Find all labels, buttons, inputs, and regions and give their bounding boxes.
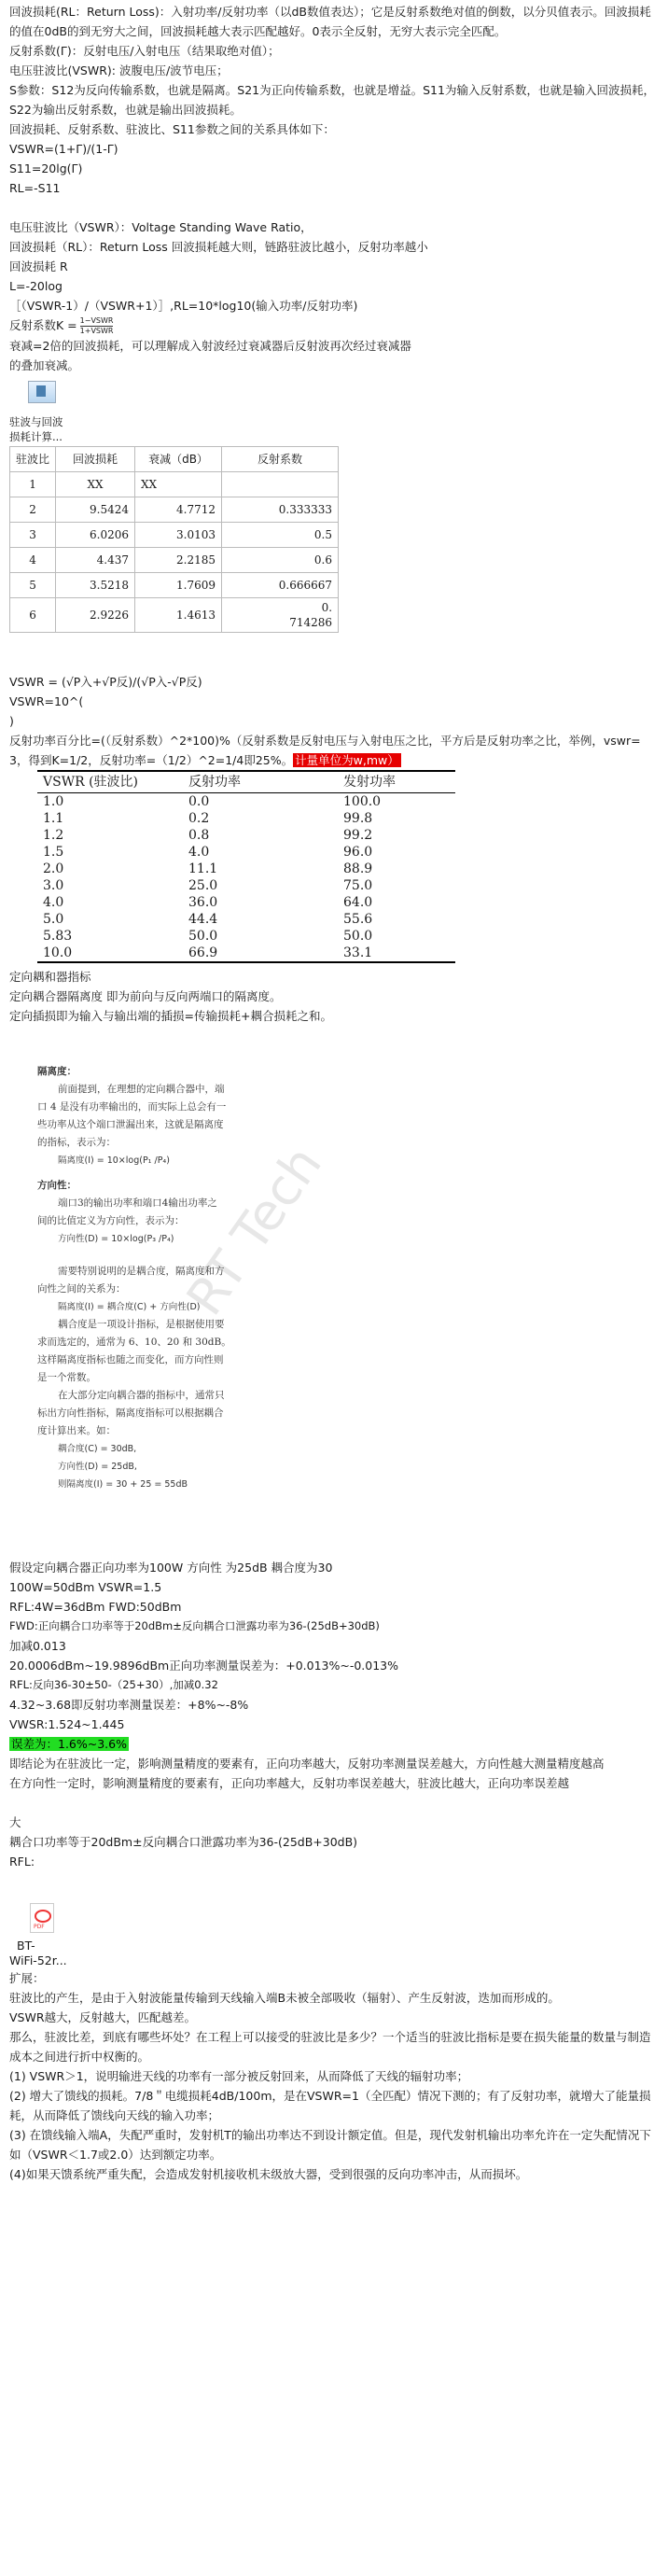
return-loss-log: L=-20log — [9, 279, 63, 293]
table-header: 反射功率 — [188, 775, 241, 790]
table-row: 1 XX XX — [10, 472, 339, 497]
coupler-heading: 定向耦和器指标 — [9, 970, 91, 984]
table-row: 3 6.0206 3.0103 0.5 — [10, 523, 339, 548]
table-header: 衰减（dB） — [135, 447, 222, 472]
highlight-error: 误差为：1.6%~3.6% — [11, 1737, 127, 1751]
table-row: 4 4.437 2.2185 0.6 — [10, 548, 339, 573]
coupler-example: 假设定向耦合器正向功率为100W 方向性 为25dB 耦合度为30 — [9, 1561, 333, 1575]
coupler-example-error — [9, 1734, 659, 1754]
table-row: 6 2.9226 1.4613 0. 714286 — [10, 598, 339, 633]
coupler-example-fwd: FWD:正向耦合口功率等于20dBm±反向耦合口泄露功率为36-(25dB+30dB) — [9, 1619, 380, 1632]
harm-1: (1) VSWR＞1，说明输进天线的功率有一部分被反射回来，从而降低了天线的辐射功率； — [9, 2069, 469, 2083]
conclusion-1: 即结论为在驻波比一定，影响测量精度的要素有，正向功率越大，反射功率测量误差越大，方向性越大测量精度越高 — [9, 1757, 605, 1771]
formula-rl: RL=-S11 — [9, 181, 61, 195]
table1-caption-1: 驻波与回波 — [9, 415, 63, 428]
vswr-power-table — [37, 770, 455, 963]
table-row: 10.0 66.9 33.1 — [37, 945, 455, 962]
vswr-full-name: 电压驻波比（VSWR）：Voltage Standing Wave Ratio， — [9, 220, 313, 234]
fraction: $\frac{\text{1−VSWR}}{\text{1+VSWR}}$ — [79, 316, 114, 335]
document-page — [9, 0, 659, 2184]
table1-caption-2: 损耗计算... — [9, 430, 63, 443]
coupler-isolation: 定向耦合器隔离度 即为前向与反向两端口的隔离度。 — [9, 989, 282, 1003]
table-header: 反射系数 — [222, 447, 339, 472]
table-row: 1.0 0.0 100.0 — [43, 794, 382, 809]
return-loss-formula: ［（VSWR-1）/（VSWR+1）］,RL=10*log10(输入功率/反射功率) — [9, 299, 358, 313]
return-loss-r: 回波损耗 R — [9, 259, 68, 273]
extension-heading: 扩展： — [9, 1971, 45, 1985]
pdf-file-icon[interactable] — [30, 1903, 54, 1933]
return-loss-full-name: 回波损耗（RL）：Return Loss 回波损耗越大则，链路驻波比越小，反射功率越小 — [9, 240, 428, 254]
return-loss-definition: 回波损耗(RL：Return Loss)：入射功率/反射功率（以dB数值表达）；它是反射系数绝对值的倒数，以分贝值表示。回波损耗的值在0dB的到无穷大之间，回波损耗越大表示匹配越好。0表示全反射，无穷大表示完全匹配。 — [9, 5, 651, 38]
table-header: 回波损耗 — [56, 447, 135, 472]
relation-intro: 回波损耗、反射系数、驻波比、S11参数之间的关系具体如下： — [9, 122, 335, 136]
vswr-return-loss-table — [9, 446, 339, 633]
vswr-question: 那么，驻波比差，到底有哪些坏处？在工程上可以接受的驻波比是多少？一个适当的驻波比指标是要在损失能量的数量与制造成本之间进行折中权衡的。 — [9, 2030, 651, 2064]
coupler-example-rfl-calc: RFL:反向36-30±50-（25+30）,加减0.32 — [9, 1678, 218, 1691]
coupled-port-note: 耦合口功率等于20dBm±反向耦合口泄露功率为36-(25dB+30dB) — [9, 1835, 358, 1849]
vswr-larger-worse: VSWR越大，反射越大，匹配越差。 — [9, 2010, 197, 2024]
harm-4: (4)如果天馈系统严重失配，会造成发射机接收机未级放大器，受到很强的反向功率冲击，从而损坏。 — [9, 2167, 528, 2181]
coupler-example-tolerance: 加减0.013 — [9, 1639, 66, 1653]
table-row: 2.0 11.1 88.9 — [43, 861, 373, 876]
harm-3: (3) 在馈线输入端A，失配严重时，发射机T的输出功率达不到设计额定值。但是，现代发射机输出功率允许在一定失配情况下如（VSWR＜1.7或2.0）达到额定功率。 — [9, 2128, 651, 2162]
highlight-unit-note: 计量单位为w,mw） — [295, 753, 399, 767]
table-row: 5.83 50.0 50.0 — [43, 929, 373, 944]
table-row: 1.2 0.8 99.2 — [43, 828, 373, 843]
reflection-coefficient-formula: 反射系数K = $\frac{\text{1−VSWR}}{\text{1+VSWR}}$ — [9, 316, 114, 335]
watermark: RT Tech — [174, 1135, 333, 1326]
table-row: 1.1 0.2 99.8 — [43, 811, 373, 826]
vswr-origin: 驻波比的产生，是由于入射波能量传输到天线输入端B未被全部吸收（辐射）、产生反射波，迭加而形成的。 — [9, 1991, 560, 2005]
table-header: 发射功率 — [343, 775, 396, 790]
coupler-example-vswr: VWSR:1.524~1.445 — [9, 1717, 125, 1731]
conclusion-2: 在方向性一定时，影响测量精度的要素有，正向功率越大，反射功率误差越大，驻波比越大，正向功率误差越 — [9, 1776, 570, 1790]
reflection-coefficient-definition: 反射系数(Γ)：反射电压/入射电压（结果取绝对值）； — [9, 44, 280, 58]
vswr-exp-formula: VSWR=10^( — [9, 694, 84, 708]
formula-s11: S11=20lg(Γ) — [9, 161, 83, 175]
reflected-power-percent: 反射功率百分比=(（反射系数）^2*100)%（反射系数是反射电压与入射电压之比，平方后是反射功率之比，举例，vswr=3，得到K=1/2，反射功率=（1/2）^2=1/4即25%。 计量单位为w,mw） — [9, 734, 641, 767]
coupler-insertion-loss: 定向插损即为输入与输出端的插损=传输损耗+耦合损耗之和。 — [9, 1009, 332, 1023]
scanned-excerpt: RT Tech 隔离度： 前面提到，在理想的定向耦合器中，端 口 4 是没有功率输出的，而实际上总会有一 些功率从这个端口泄漏出来，这就是隔离度 的指标，表示为： 隔离度(I) = 10×log(P₁ /P₄) 方向性： 端口3的输出功率和端口4输出功率之 间的比值定义为方向性，表示为： 方向性(D) = 10×log(P₃ /P₄) 需要特别说明的是耦合度，隔离度和方 向性之间的关系为： 隔离度(I) = 耦合度(C) + 方向性(D) 耦合度是一项设计指标，是根据使用要 求而选定的，通常为 6、10、20 和 30dB。 这样隔离度指标也随之而变化，而方向性则 是一个常数。 在大部分定向耦合器的指标中，通常只 标出方向性指标，隔离度指标可以根据耦合 度计算出来。如： 耦合度(C) = 30dB, 方向性(D) = 25dB, 则隔离度(I) = 30 + 25 = 55dB — [37, 1066, 333, 1490]
table-row: 5.0 44.4 55.6 — [43, 912, 373, 927]
attenuation-note: 衰减=2倍的回波损耗，可以理解成入射波经过衰减器后反射波再次经过衰减器的叠加衰减。 — [9, 339, 411, 372]
coupler-example-fwd-error: 20.0006dBm~19.9896dBm正向功率测量误差为：+0.013%~-0.013% — [9, 1659, 399, 1673]
formula-vswr: VSWR=(1+Γ)/(1-Γ) — [9, 142, 118, 156]
vswr-exp-close: ) — [9, 714, 14, 728]
attachment-name-2[interactable]: WiFi-52r... — [9, 1953, 67, 1967]
embedded-image-icon[interactable] — [28, 381, 56, 403]
table-header: 驻波比 — [10, 447, 56, 472]
vswr-power-formula: VSWR = (√P入+√P反)/(√P入-√P反) — [9, 675, 202, 689]
conclusion-2-end: 大 — [9, 1815, 21, 1829]
coupler-example-power: 100W=50dBm VSWR=1.5 — [9, 1580, 162, 1594]
table-row: 1.5 4.0 96.0 — [43, 845, 373, 860]
table-header: VSWR (驻波比) — [43, 775, 139, 790]
harm-2: (2) 增大了馈线的损耗。7/8＂电缆损耗4dB/100m，是在VSWR=1（全匹配）情况下测的；有了反射功率，就增大了能量损耗，从而降低了馈线向天线的输入功率； — [9, 2089, 651, 2122]
table-row: 5 3.5218 1.7609 0.666667 — [10, 573, 339, 598]
table-row: 3.0 25.0 75.0 — [43, 878, 373, 893]
coupler-example-rfl-error: 4.32~3.68即反射功率测量误差：+8%~-8% — [9, 1698, 249, 1712]
coupler-example-rfl: RFL:4W=36dBm FWD:50dBm — [9, 1600, 182, 1614]
table-row: 4.0 36.0 64.0 — [43, 895, 373, 910]
attachment-name-1[interactable]: BT- — [17, 1939, 35, 1953]
s-parameter-definition: S参数：S12为反向传输系数，也就是隔离。S21为正向传输系数，也就是增益。S11为输入反射系数，也就是输入回波损耗，S22为输出反射系数，也就是输出回波损耗。 — [9, 83, 655, 117]
rfl-label: RFL: — [9, 1855, 35, 1869]
vswr-definition: 电压驻波比(VSWR): 波腹电压/波节电压； — [9, 63, 229, 77]
table-row: 2 9.5424 4.7712 0.333333 — [10, 497, 339, 523]
